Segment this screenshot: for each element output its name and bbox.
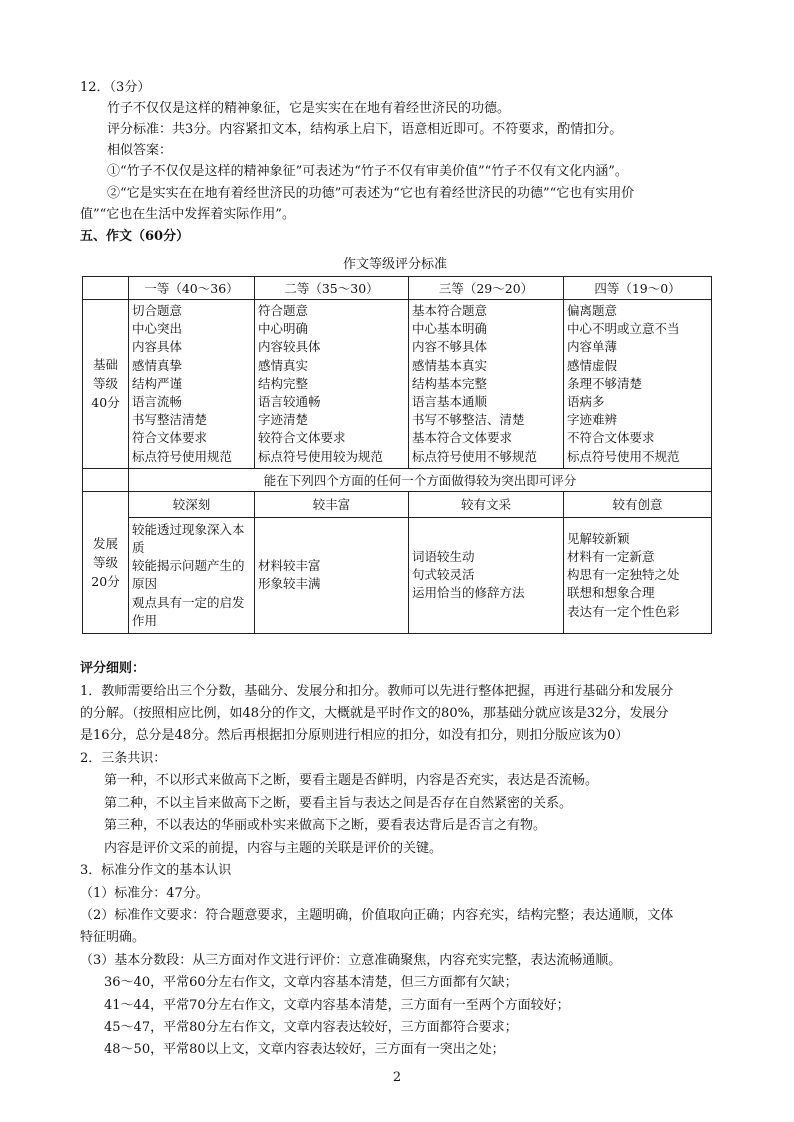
- development-header-4: 较有创意: [564, 491, 712, 517]
- score-range-4: 48～50，平常80以上文，文章内容表达较好，三方面有一突出之处；: [104, 1042, 505, 1057]
- grade-header-row: [83, 277, 712, 300]
- grade-header-2: 二等（35～30）: [255, 277, 409, 300]
- q12-header: 12．（3分）: [80, 80, 151, 95]
- consensus-item-3: 第三种，不以表达的华丽或朴实来做高下之断，要看表达背后是否言之有物。: [104, 818, 547, 833]
- development-header-1: 较深刻: [129, 491, 255, 517]
- consensus-item-2: 第二种，不以主旨来做高下之断，要看主旨与表达之间是否存在自然紧密的关系。: [104, 796, 573, 811]
- rule-3-requirements-line-1: （2）标准作文要求：符合题意要求，主题明确，价值取向正确；内容充实，结构完整；表达通顺，文体: [80, 908, 674, 923]
- grade-header-1: 一等（40～36）: [129, 277, 255, 300]
- essay-heading: 五、作文（60分）: [80, 229, 190, 244]
- development-header-row: [83, 491, 712, 517]
- grade-header-3: 三等（29～20）: [409, 277, 564, 300]
- score-range-2: 41～44，平常70分左右作文，文章内容基本清楚，三方面有一至两个方面较好；: [104, 998, 570, 1013]
- q12-item-1: ①“竹子不仅仅是这样的精神象征”可表述为“竹子不仅有审美价值”“竹子不仅有文化内涵”。: [107, 164, 628, 179]
- basic-column-2: 符合题意 中心明确 内容较具体 感情真实 结构完整 语言较通畅 字迹清楚 较符合文体要求 标点符号使用较为规范: [255, 300, 409, 469]
- consensus-item-4: 内容是评价文采的前提，内容与主题的关联是评价的关键。: [104, 841, 443, 856]
- basic-column-1: 切合题意 中心突出 内容具体 感情真挚 结构严谨 语言流畅 书写整洁清楚 符合文体要求 标点符号使用规范: [129, 300, 255, 469]
- development-column-1: 较能透过现象深入本质 较能揭示问题产生的原因 观点具有一定的启发作用: [129, 517, 255, 633]
- rule-3-standard-score: （1）标准分：47分。: [80, 886, 209, 901]
- rule-3-requirements-line-2: 特征明确。: [80, 930, 146, 945]
- rule-3-heading: 3．标准分作文的基本认识: [80, 863, 232, 878]
- q12-answer: 竹子不仅仅是这样的精神象征，它是实实在在地有着经世济民的功德。: [107, 101, 511, 116]
- basic-column-3: 基本符合题意 中心基本明确 内容不够具体 感情基本真实 结构基本完整 语言基本通顺 书写不够整洁、清楚 基本符合文体要求 标点符号使用不够规范: [409, 300, 564, 469]
- development-header-2: 较丰富: [255, 491, 409, 517]
- page-number: 2: [392, 1070, 402, 1085]
- q12-item-2-line-2: 值”“它也在生活中发挥着实际作用”。: [80, 207, 295, 222]
- development-column-4: 见解较新颖 材料有一定新意 构思有一定独特之处 联想和想象合理 表达有一定个性色彩: [564, 517, 712, 633]
- span-note-row: [83, 468, 712, 491]
- rule-1-line-1: 1．教师需要给出三个分数，基础分、发展分和扣分。教师可以先进行整体把握，再进行基础分和发展分: [80, 684, 674, 699]
- q12-similar-label: 相似答案：: [107, 143, 173, 158]
- q12-criteria: 评分标准：共3分。内容紧扣文本，结构承上启下，语意相近即可。不符要求，酌情扣分。: [107, 122, 623, 137]
- rule-1-line-2: 的分解。（按照相应比例，如48分的作文，大概就是平时作文的80%，那基础分就应该是32分，发展分: [80, 706, 669, 721]
- score-range-3: 45～47，平常80分左右作文，文章内容表达较好，三方面都符合要求；: [104, 1020, 518, 1035]
- basic-column-4: 偏离题意 中心不明或立意不当 内容单薄 感情虚假 条理不够清楚 语病多 字迹难辨 不符合文体要求 标点符号使用不规范: [564, 300, 712, 469]
- essay-table-title: 作文等级评分标准: [342, 257, 447, 272]
- rule-2-heading: 2．三条共识：: [80, 751, 167, 766]
- development-level-label: 发展 等级 20分: [83, 491, 129, 633]
- development-column-2: 材料较丰富 形象较丰满: [255, 517, 409, 633]
- development-content-row: [83, 517, 712, 633]
- grade-header-4: 四等（19～0）: [564, 277, 712, 300]
- rules-heading: 评分细则：: [80, 661, 146, 676]
- q12-item-2-line-1: ②“它是实实在在地有着经世济民的功德”可表述为“它也有着经世济民的功德”“它也有实用价: [107, 186, 635, 201]
- rule-3-score-bands: （3）基本分数段：从三方面对作文进行评价：立意准确聚焦，内容充实完整，表达流畅通顺。: [80, 953, 622, 968]
- basic-level-label: 基础 等级 40分: [83, 300, 129, 469]
- empty-corner-cell: [83, 277, 129, 300]
- rule-1-line-3: 是16分，总分是48分。然后再根据扣分原则进行相应的扣分，如没有扣分，则扣分版应该为0）: [80, 728, 629, 743]
- basic-level-row: [83, 300, 712, 469]
- score-range-1: 36～40，平常60分左右作文，文章内容基本清楚，但三方面都有欠缺；: [104, 975, 518, 990]
- span-note: 能在下列四个方面的任何一个方面做得较为突出即可评分: [129, 468, 712, 491]
- consensus-item-1: 第一种，不以形式来做高下之断，要看主题是否鲜明，内容是否充实，表达是否流畅。: [104, 773, 599, 788]
- development-header-3: 较有文采: [409, 491, 564, 517]
- empty-span-label-cell: [83, 468, 129, 491]
- essay-grading-table: [82, 276, 712, 634]
- development-column-3: 词语较生动 句式较灵活 运用恰当的修辞方法: [409, 517, 564, 633]
